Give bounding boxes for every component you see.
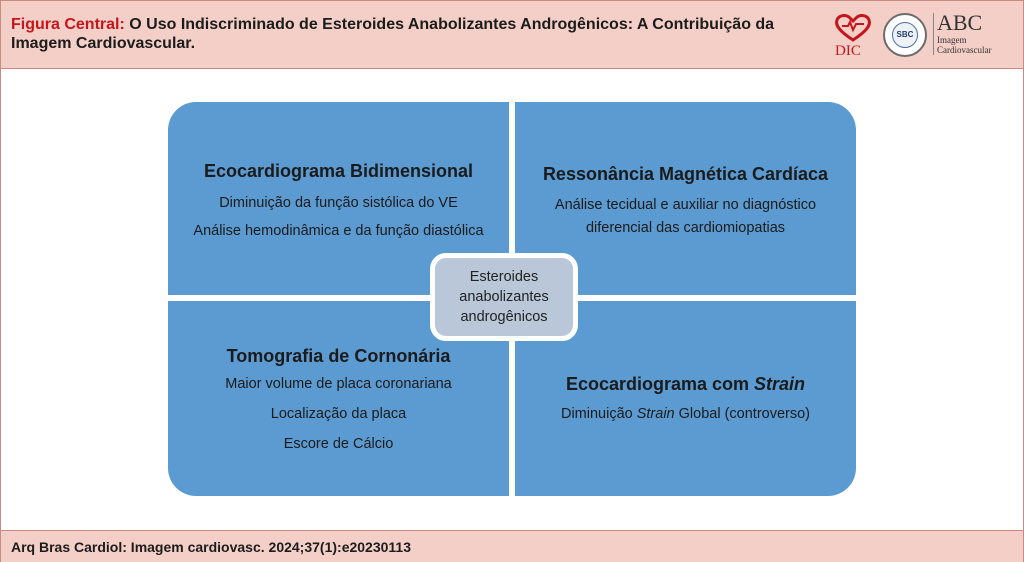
quadrant-title-prefix: Ecocardiograma com bbox=[565, 374, 755, 394]
quadrant-line: Análise tecidual e auxiliar no diagnóstico bbox=[554, 197, 817, 213]
quadrant-title: Ressonância Magnética Cardíaca bbox=[542, 164, 829, 184]
abc-logo-line2: Cardiovascular bbox=[937, 45, 992, 55]
figure-title-text: O Uso Indiscriminado de Esteroides Anabolizantes Androgênicos: A Contribuição da Imagem Cardiovascular. bbox=[11, 16, 775, 52]
center-line: androgênicos bbox=[460, 309, 548, 325]
center-line: anabolizantes bbox=[459, 289, 549, 305]
logo-divider bbox=[933, 13, 934, 55]
dic-logo-text: DIC bbox=[835, 43, 861, 59]
heart-icon bbox=[833, 13, 873, 43]
quadrant-title: Ecocardiograma Bidimensional bbox=[203, 161, 474, 181]
quadrant-title: Tomografia de Cornonária bbox=[226, 346, 451, 366]
quadrant-line: Análise hemodinâmica e da função diastólica bbox=[193, 223, 484, 239]
figure-title bbox=[11, 15, 811, 53]
citation: Arq Bras Cardiol: Imagem cardiovasc. 2024;37(1):e20230113 bbox=[11, 539, 411, 555]
quadrant-line-italic: Strain bbox=[636, 406, 675, 422]
quadrant-line: Escore de Cálcio bbox=[283, 436, 394, 452]
logos bbox=[833, 11, 1013, 61]
sbc-logo bbox=[883, 13, 927, 57]
quadrant-line: Diminuição da função sistólica do VE bbox=[219, 195, 458, 211]
sbc-logo-text: SBC bbox=[892, 22, 918, 48]
quadrant-title bbox=[566, 373, 805, 395]
quadrant-line-suffix: Global (controverso) bbox=[674, 406, 811, 422]
center-line: Esteroides bbox=[469, 269, 539, 285]
abc-logo bbox=[937, 11, 1017, 55]
quadrant-line bbox=[561, 406, 810, 423]
figure-title-lead: Figura Central: bbox=[11, 16, 125, 33]
dic-logo bbox=[833, 13, 873, 59]
footer-bar bbox=[1, 530, 1023, 562]
quadrant-line: Localização da placa bbox=[270, 406, 407, 422]
abc-logo-line1: Imagem bbox=[937, 35, 967, 45]
quadrant-title-italic: Strain bbox=[754, 374, 806, 394]
quadrant-line: diferencial das cardiomiopatias bbox=[585, 220, 786, 236]
abc-logo-title: ABC bbox=[937, 10, 983, 35]
quadrant-line-prefix: Diminuição bbox=[560, 406, 637, 422]
quadrant-line: Maior volume de placa coronariana bbox=[225, 376, 452, 392]
header-bar bbox=[1, 1, 1023, 69]
central-diagram bbox=[168, 102, 856, 496]
center-box bbox=[430, 253, 578, 341]
